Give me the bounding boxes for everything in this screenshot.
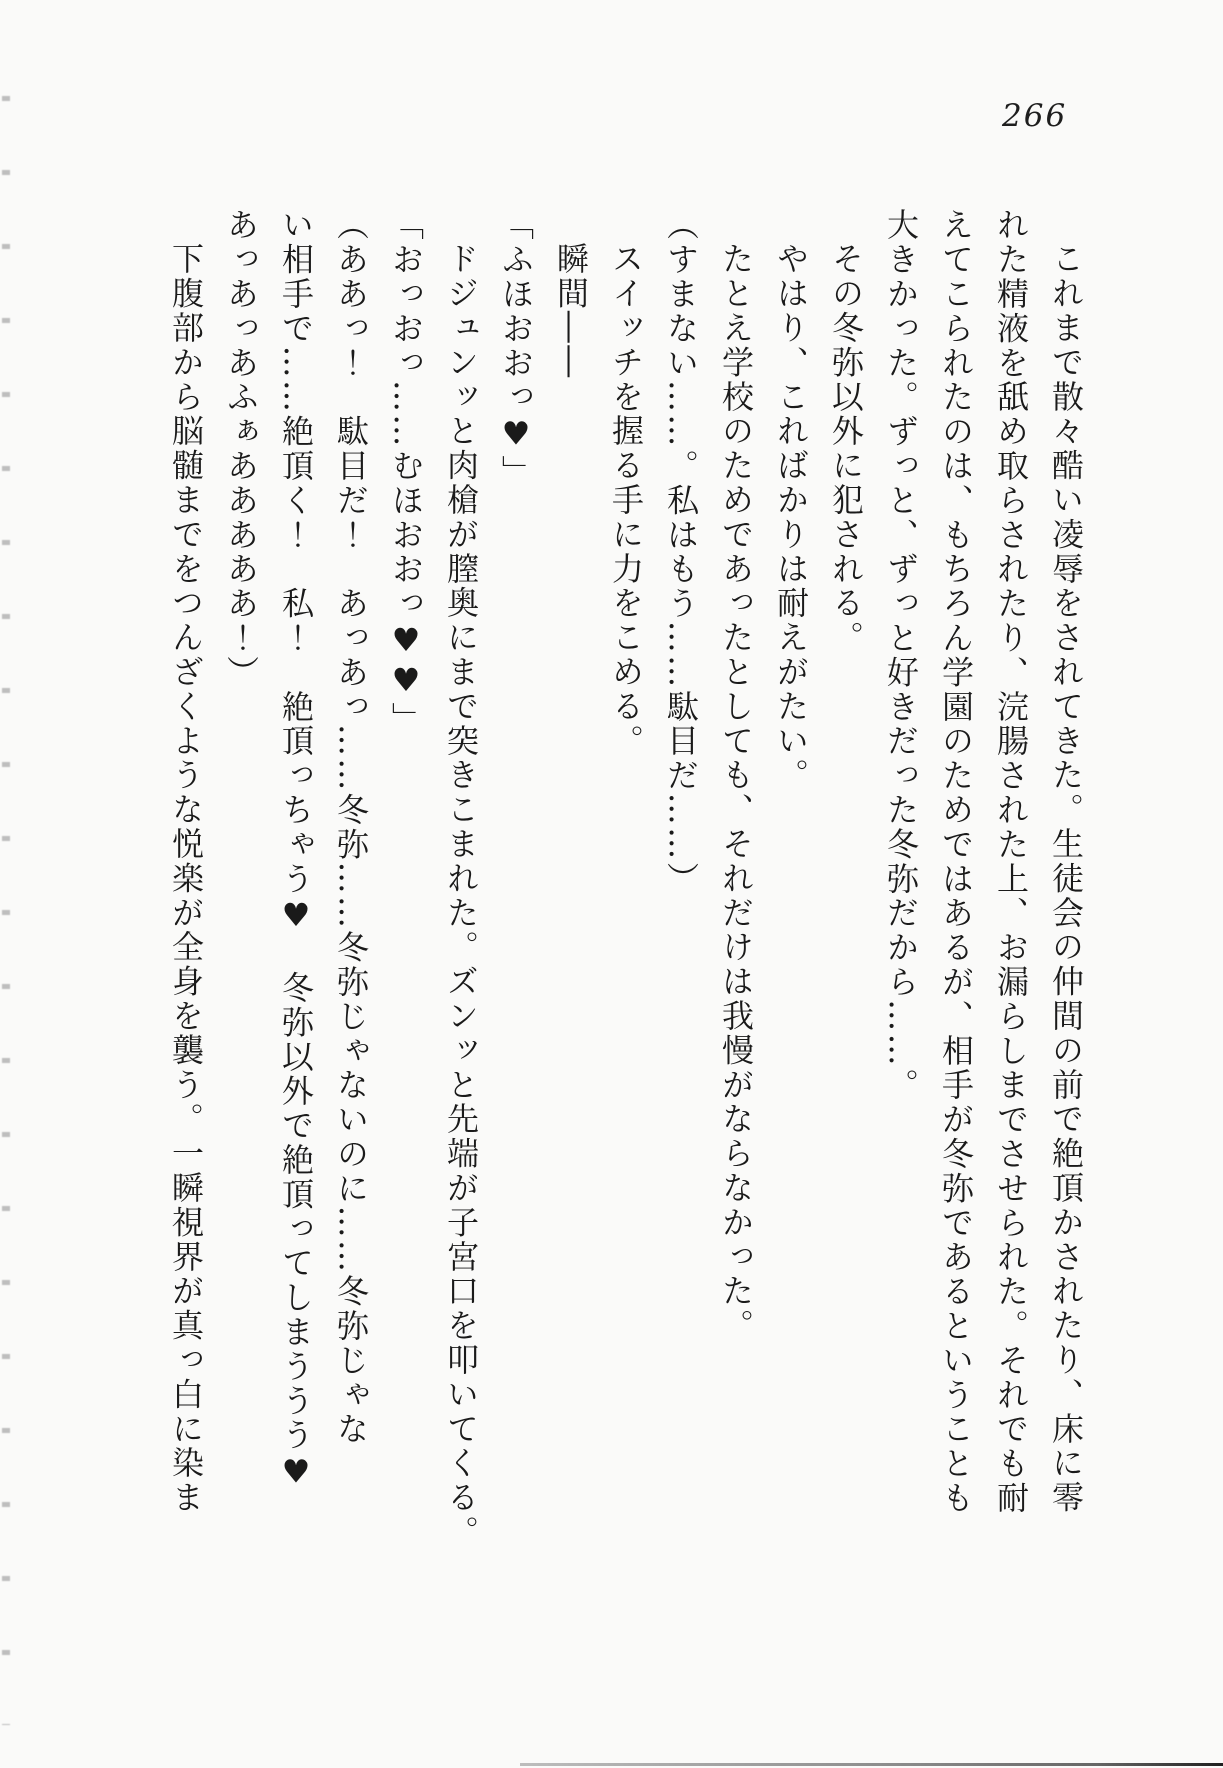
text-column: これまで散々酷い凌辱をされてきた。生徒会の仲間の前で絶頂かされたり、床に零: [1047, 242, 1085, 1515]
text-column: 瞬間――: [552, 242, 590, 380]
text-column: れた精液を舐め取らされたり、浣腸された上、お漏らしまでさせられた。それでも耐: [992, 208, 1030, 1516]
text-column: 「ふほおおっ♥」: [497, 208, 535, 490]
text-column: 「おっおっ……むほおおっ♥♥」: [387, 208, 425, 736]
text-column: ドジュンッと肉槍が膣奥にまで突きこまれた。ズンッと先端が子宮口を叩いてくる。: [442, 242, 480, 1550]
page-number: 266: [1002, 98, 1068, 134]
text-column: やはり、こればかりは耐えがたい。: [772, 242, 810, 793]
text-column: その冬弥以外に犯される。: [827, 242, 865, 655]
vertical-text-block: [158, 208, 1093, 1550]
text-column: えてこられたのは、もちろん学園のためではあるが、相手が冬弥であるということも: [937, 208, 975, 1516]
text-column: たとえ学校のためであったとしても、それだけは我慢がならなかった。: [717, 242, 755, 1343]
scan-edge-artifacts: [2, 30, 10, 1725]
text-column: 大きかった。ずっと、ずっと好きだった冬弥だから……。: [882, 208, 920, 1103]
text-column: （ああっ！ 駄目だ！ あっあっ……冬弥……冬弥じゃないのに……冬弥じゃな: [332, 208, 370, 1447]
text-column: い相手で……絶頂く！ 私！ 絶頂っちゃう♥ 冬弥以外で絶頂ってしまううう♥: [277, 208, 315, 1493]
text-column: （すまない……。私はもう……駄目だ……）: [662, 208, 700, 896]
text-column: スイッチを握る手に力をこめる。: [607, 242, 645, 758]
text-column: あっあっあふぁあああああ！）: [222, 208, 260, 690]
page-bottom-scan-line: [520, 1763, 1223, 1766]
text-column: 下腹部から脳髄までをつんざくような悦楽が全身を襲う。一瞬視界が真っ白に染ま: [167, 242, 205, 1515]
